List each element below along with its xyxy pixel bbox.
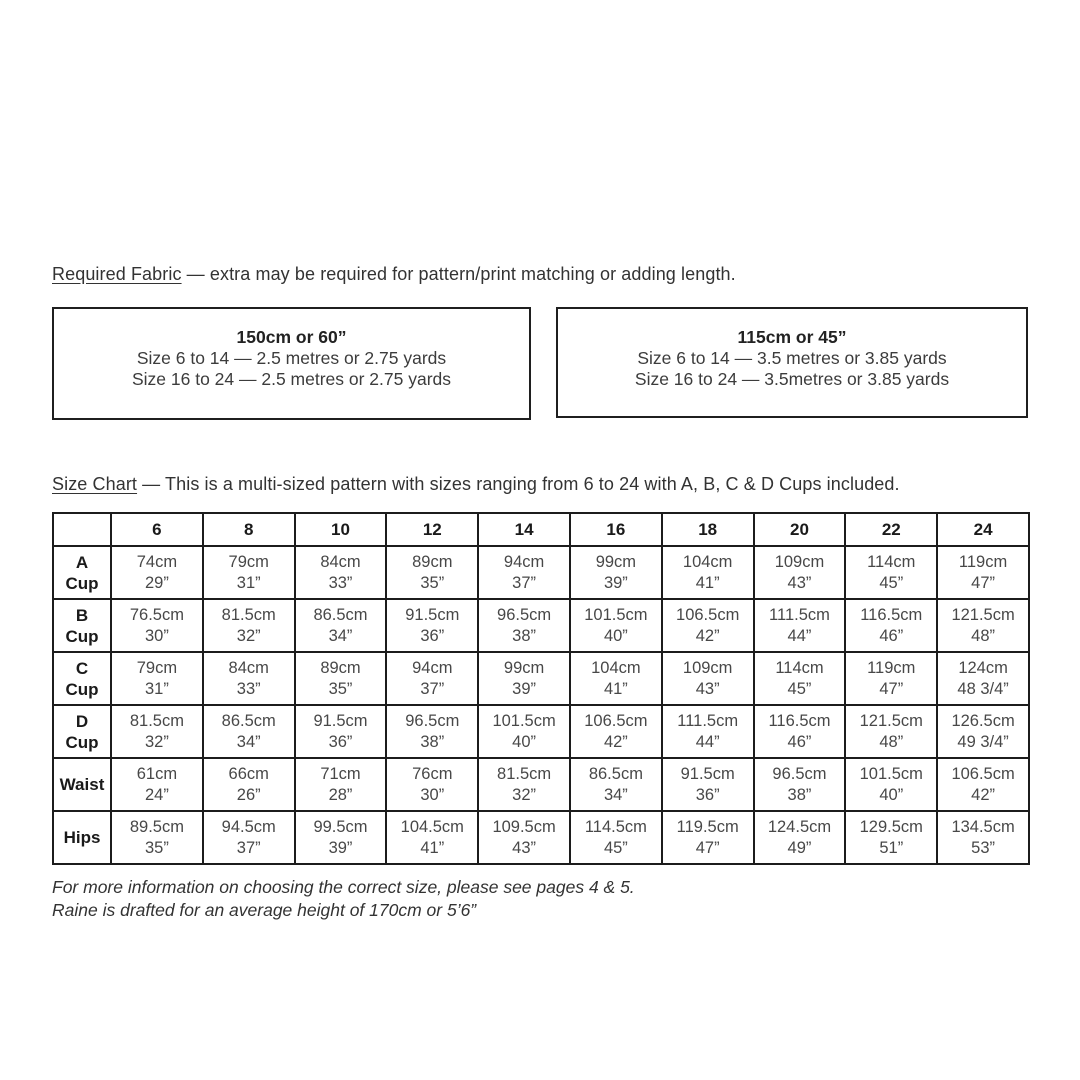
footer-note	[52, 876, 635, 922]
measurement-cm: 119.5cm	[676, 817, 739, 836]
measurement-cell	[845, 705, 937, 758]
measurement-cm: 99cm	[595, 552, 637, 571]
measurement-inches: 29”	[144, 573, 169, 592]
measurement-inches: 47”	[879, 679, 904, 698]
measurement-cm: 106.5cm	[584, 711, 648, 730]
measurement-cm: 86.5cm	[221, 711, 276, 730]
fabric-box-150cm-title: 150cm or 60”	[236, 327, 347, 347]
fabric-box-115cm-line-1: Size 6 to 14 — 3.5 metres or 3.85 yards	[637, 348, 947, 368]
size-header-corner	[53, 513, 111, 546]
size-header-8: 8	[203, 513, 295, 546]
measurement-cm: 79cm	[228, 552, 269, 571]
row-label-line: D	[75, 711, 89, 731]
measurement-inches: 35”	[420, 573, 445, 592]
measurement-cm: 81.5cm	[221, 605, 276, 624]
measurement-inches: 38”	[787, 785, 812, 804]
measurement-cell	[845, 546, 937, 599]
measurement-cm: 116.5cm	[768, 711, 831, 730]
measurement-cell	[937, 811, 1029, 864]
measurement-inches: 38”	[512, 626, 537, 645]
measurement-cell	[386, 705, 478, 758]
measurement-cm: 94.5cm	[221, 817, 276, 836]
required-fabric-heading	[52, 264, 736, 285]
row-label-line: A	[75, 552, 89, 572]
measurement-cm: 106.5cm	[676, 605, 740, 624]
measurement-cell	[662, 705, 754, 758]
size-header-18: 18	[662, 513, 754, 546]
measurement-inches: 43”	[512, 838, 537, 857]
measurement-inches: 48 3/4”	[957, 679, 1009, 698]
measurement-cm: 84cm	[228, 658, 269, 677]
measurement-cm: 121.5cm	[859, 711, 923, 730]
measurement-inches: 38”	[420, 732, 445, 751]
measurement-inches: 40”	[879, 785, 904, 804]
measurement-cm: 114cm	[775, 658, 824, 677]
row-label-line: C	[75, 658, 89, 678]
measurement-cm: 66cm	[228, 764, 269, 783]
measurement-cell	[295, 758, 387, 811]
measurement-cell	[937, 705, 1029, 758]
table-row-c-cup	[53, 652, 1029, 705]
measurement-cm: 96.5cm	[772, 764, 827, 783]
measurement-cell	[478, 705, 570, 758]
fabric-box-150cm-line-1: Size 6 to 14 — 2.5 metres or 2.75 yards	[136, 348, 447, 368]
measurement-cell	[203, 599, 295, 652]
measurement-cm: 91.5cm	[405, 605, 460, 624]
measurement-cm: 84cm	[320, 552, 361, 571]
measurement-inches: 48”	[879, 732, 904, 751]
measurement-cm: 91.5cm	[680, 764, 735, 783]
measurement-inches: 37”	[236, 838, 261, 857]
measurement-cell	[662, 811, 754, 864]
measurement-cm: 126.5cm	[951, 711, 1015, 730]
fabric-box-150cm-line-2: Size 16 to 24 — 2.5 metres or 2.75 yards	[131, 369, 452, 389]
measurement-cell	[111, 811, 203, 864]
measurement-inches: 36”	[328, 732, 353, 751]
measurement-inches: 40”	[603, 626, 628, 645]
size-header-10: 10	[295, 513, 387, 546]
size-chart-heading-rest: — This is a multi-sized pattern with sizes ranging from 6 to 24 with A, B, C & D Cups included.	[137, 474, 900, 494]
fabric-box-150cm	[52, 307, 531, 420]
measurement-cm: 109cm	[682, 658, 733, 677]
measurement-inches: 42”	[695, 626, 720, 645]
measurement-cell	[937, 546, 1029, 599]
measurement-inches: 43”	[787, 573, 812, 592]
measurement-inches: 44”	[695, 732, 720, 751]
measurement-cell	[662, 758, 754, 811]
measurement-cm: 101.5cm	[859, 764, 923, 783]
measurement-inches: 34”	[603, 785, 628, 804]
size-chart-table-header	[53, 513, 1029, 546]
measurement-inches: 34”	[328, 626, 353, 645]
row-label	[53, 758, 111, 811]
measurement-cm: 104.5cm	[400, 817, 464, 836]
measurement-cell	[478, 758, 570, 811]
measurement-cell	[295, 705, 387, 758]
table-row-a-cup	[53, 546, 1029, 599]
measurement-inches: 39”	[512, 679, 537, 698]
measurement-cell	[295, 652, 387, 705]
measurement-cm: 89cm	[320, 658, 361, 677]
measurement-inches: 37”	[512, 573, 537, 592]
size-header-16: 16	[570, 513, 662, 546]
measurement-cell	[662, 652, 754, 705]
measurement-inches: 48”	[971, 626, 996, 645]
size-header-22: 22	[845, 513, 937, 546]
measurement-cell	[662, 599, 754, 652]
measurement-inches: 35”	[328, 679, 353, 698]
measurement-cm: 96.5cm	[497, 605, 552, 624]
measurement-inches: 49 3/4”	[957, 732, 1009, 751]
measurement-inches: 39”	[328, 838, 353, 857]
measurement-cell	[754, 546, 846, 599]
measurement-inches: 26”	[236, 785, 261, 804]
measurement-inches: 42”	[971, 785, 996, 804]
fabric-box-115cm	[556, 307, 1028, 418]
table-row-waist	[53, 758, 1029, 811]
measurement-inches: 24”	[144, 785, 169, 804]
measurement-inches: 32”	[512, 785, 537, 804]
measurement-cm: 61cm	[136, 764, 178, 783]
measurement-cm: 104cm	[682, 552, 733, 571]
measurement-cell	[478, 811, 570, 864]
fabric-box-115cm-line-2: Size 16 to 24 — 3.5metres or 3.85 yards	[634, 369, 950, 389]
measurement-inches: 34”	[236, 732, 261, 751]
size-chart-heading-label: Size Chart	[52, 474, 138, 494]
measurement-cell	[478, 599, 570, 652]
measurement-cm: 94cm	[412, 658, 453, 677]
required-fabric-heading-label: Required Fabric	[52, 264, 182, 284]
measurement-cm: 109.5cm	[492, 817, 556, 836]
row-label-line: B	[75, 605, 89, 625]
measurement-inches: 33”	[328, 573, 353, 592]
measurement-cell	[386, 758, 478, 811]
measurement-cm: 116.5cm	[860, 605, 923, 624]
size-header-14: 14	[478, 513, 570, 546]
measurement-cell	[111, 705, 203, 758]
measurement-cm: 81.5cm	[129, 711, 184, 730]
footer-note-line-2: Raine is drafted for an average height of 170cm or 5’6”	[52, 900, 477, 920]
row-label-line: Cup	[65, 679, 99, 699]
size-chart-heading	[52, 474, 900, 495]
measurement-inches: 36”	[420, 626, 445, 645]
measurement-cm: 76.5cm	[129, 605, 184, 624]
measurement-inches: 36”	[695, 785, 720, 804]
measurement-cell	[295, 599, 387, 652]
measurement-cell	[570, 811, 662, 864]
measurement-cell	[203, 811, 295, 864]
measurement-cell	[570, 705, 662, 758]
measurement-cm: 86.5cm	[588, 764, 643, 783]
measurement-cm: 104cm	[591, 658, 641, 677]
measurement-inches: 33”	[236, 679, 261, 698]
measurement-inches: 32”	[144, 732, 169, 751]
measurement-inches: 46”	[787, 732, 812, 751]
measurement-cell	[570, 652, 662, 705]
measurement-cm: 99cm	[503, 658, 545, 677]
row-label	[53, 652, 111, 705]
measurement-inches: 35”	[144, 838, 169, 857]
measurement-cell	[845, 811, 937, 864]
measurement-cell	[203, 546, 295, 599]
size-header-20: 20	[754, 513, 846, 546]
measurement-cell	[754, 758, 846, 811]
footer-note-line-1: For more information on choosing the correct size, please see pages 4 & 5.	[52, 877, 635, 897]
measurement-inches: 44”	[787, 626, 812, 645]
measurement-inches: 30”	[144, 626, 169, 645]
measurement-inches: 43”	[695, 679, 720, 698]
measurement-cell	[386, 546, 478, 599]
measurement-cm: 119cm	[867, 658, 916, 677]
row-label	[53, 705, 111, 758]
measurement-cm: 89cm	[412, 552, 453, 571]
measurement-cell	[570, 758, 662, 811]
measurement-cell	[570, 546, 662, 599]
measurement-cm: 109cm	[774, 552, 825, 571]
measurement-cell	[386, 811, 478, 864]
measurement-cell	[845, 652, 937, 705]
measurement-inches: 28”	[328, 785, 353, 804]
measurement-inches: 31”	[236, 573, 261, 592]
measurement-inches: 51”	[879, 838, 904, 857]
size-header-24: 24	[937, 513, 1029, 546]
measurement-cell	[478, 652, 570, 705]
measurement-cm: 86.5cm	[313, 605, 368, 624]
measurement-cm: 134.5cm	[951, 817, 1015, 836]
table-row-d-cup	[53, 705, 1029, 758]
measurement-inches: 45”	[603, 838, 628, 857]
measurement-cell	[111, 758, 203, 811]
measurement-cell	[937, 758, 1029, 811]
row-label-line: Cup	[65, 732, 99, 752]
measurement-cm: 119cm	[958, 552, 1008, 571]
measurement-cm: 111.5cm	[769, 605, 830, 624]
measurement-inches: 41”	[420, 838, 445, 857]
measurement-cell	[203, 652, 295, 705]
measurement-cm: 111.5cm	[677, 711, 739, 730]
measurement-cell	[111, 599, 203, 652]
measurement-inches: 31”	[144, 679, 169, 698]
measurement-cm: 89.5cm	[129, 817, 184, 836]
measurement-cm: 71cm	[320, 764, 361, 783]
required-fabric-heading-rest: — extra may be required for pattern/print matching or adding length.	[181, 264, 736, 284]
measurement-cm: 76cm	[412, 764, 453, 783]
measurement-inches: 42”	[603, 732, 628, 751]
measurement-inches: 32”	[236, 626, 261, 645]
measurement-inches: 47”	[695, 838, 720, 857]
measurement-inches: 49”	[787, 838, 812, 857]
measurement-inches: 41”	[695, 573, 720, 592]
measurement-cell	[386, 599, 478, 652]
measurement-cell	[937, 652, 1029, 705]
measurement-inches: 37”	[420, 679, 445, 698]
measurement-cell	[386, 652, 478, 705]
measurement-inches: 53”	[971, 838, 996, 857]
row-label	[53, 811, 111, 864]
measurement-inches: 40”	[512, 732, 537, 751]
measurement-cell	[845, 758, 937, 811]
measurement-cm: 81.5cm	[497, 764, 552, 783]
measurement-inches: 47”	[971, 573, 996, 592]
measurement-cm: 99.5cm	[313, 817, 368, 836]
measurement-inches: 41”	[603, 679, 628, 698]
measurement-cm: 101.5cm	[492, 711, 556, 730]
measurement-cell	[203, 758, 295, 811]
measurement-cell	[754, 599, 846, 652]
measurement-inches: 46”	[879, 626, 904, 645]
measurement-cell	[478, 546, 570, 599]
measurement-cell	[111, 652, 203, 705]
measurement-cm: 94cm	[503, 552, 545, 571]
size-header-row	[53, 513, 1029, 546]
table-row-b-cup	[53, 599, 1029, 652]
row-label-line: Cup	[65, 573, 99, 593]
measurement-cm: 114.5cm	[584, 817, 647, 836]
row-label-line: Hips	[63, 828, 101, 847]
size-header-6: 6	[111, 513, 203, 546]
measurement-cell	[754, 652, 846, 705]
row-label-line: Waist	[59, 775, 105, 794]
measurement-cell	[754, 705, 846, 758]
measurement-cell	[662, 546, 754, 599]
measurement-cell	[845, 599, 937, 652]
measurement-inches: 45”	[787, 679, 812, 698]
measurement-cm: 114cm	[867, 552, 916, 571]
measurement-cell	[203, 705, 295, 758]
measurement-cell	[295, 546, 387, 599]
measurement-cm: 91.5cm	[313, 711, 368, 730]
size-header-12: 12	[386, 513, 478, 546]
size-chart-table	[52, 512, 1030, 865]
row-label-line: Cup	[65, 626, 99, 646]
row-label	[53, 599, 111, 652]
row-label	[53, 546, 111, 599]
measurement-cell	[295, 811, 387, 864]
measurement-cell	[570, 599, 662, 652]
size-chart-table-body	[53, 546, 1029, 864]
fabric-box-115cm-title: 115cm or 45”	[737, 327, 847, 347]
measurement-cm: 129.5cm	[859, 817, 923, 836]
measurement-cm: 101.5cm	[584, 605, 648, 624]
measurement-inches: 39”	[603, 573, 628, 592]
measurement-inches: 45”	[879, 573, 904, 592]
measurement-cm: 79cm	[136, 658, 178, 677]
measurement-cell	[937, 599, 1029, 652]
measurement-cell	[754, 811, 846, 864]
measurement-cm: 106.5cm	[951, 764, 1015, 783]
measurement-cm: 74cm	[136, 552, 178, 571]
measurement-cm: 124cm	[958, 658, 1008, 677]
table-row-hips	[53, 811, 1029, 864]
measurement-cm: 121.5cm	[951, 605, 1015, 624]
measurement-cell	[111, 546, 203, 599]
measurement-cm: 124.5cm	[767, 817, 832, 836]
measurement-inches: 30”	[420, 785, 445, 804]
measurement-cm: 96.5cm	[405, 711, 460, 730]
